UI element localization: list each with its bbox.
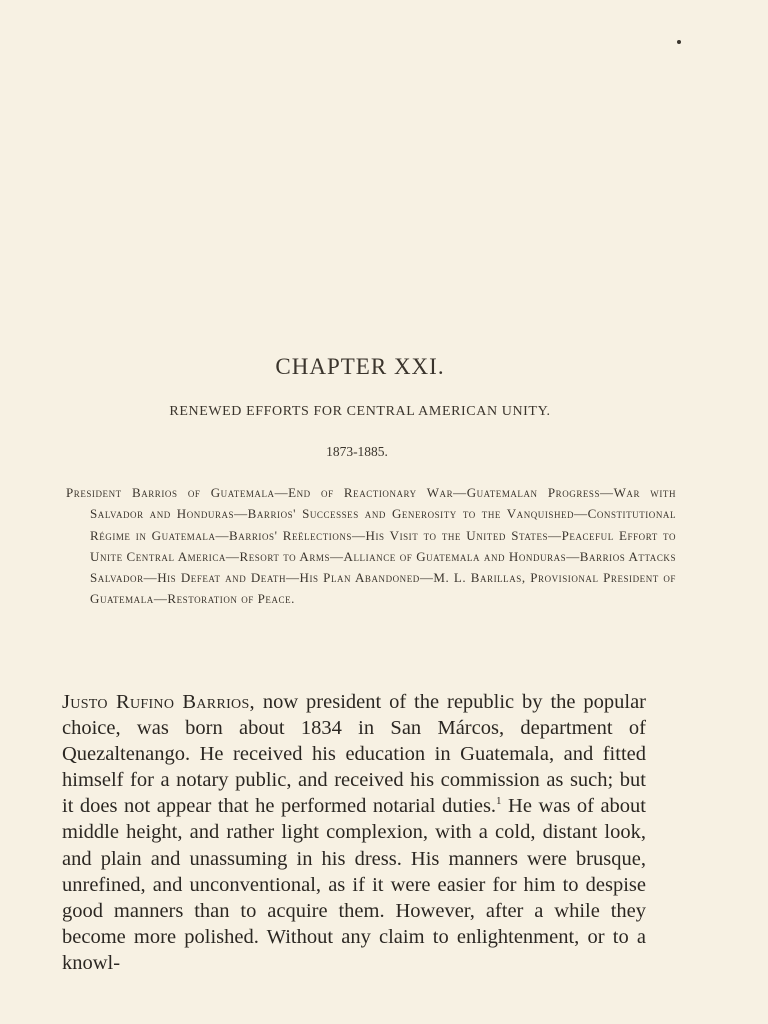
body-paragraph (62, 689, 646, 976)
chapter-title: CHAPTER XXI. (275, 354, 445, 379)
ink-speck (677, 40, 681, 44)
chapter-subtitle: RENEWED EFFORTS FOR CENTRAL AMERICAN UNITY. (169, 404, 551, 419)
opening-name: Justo Rufino Barrios, (62, 691, 255, 713)
body-text-part-1: now president of the republic by the popular choice, was born about 1834 in San Márcos, department of Quezaltenango. He received his education in Guatemala, and fitted himself for a notary public, and received his commission as such; but it does not appear that he performed notarial duties. (62, 691, 646, 818)
body-text-part-2: He was of about middle height, and rather light complexion, with a cold, distant look, and plain and unassuming in his dress. His manners were brusque, unrefined, and unconventional, as if it were easier for him to despise good manners than to acquire them. However, after a while they become more polished. Without any claim to enlightenment, or to a knowl- (62, 795, 646, 974)
chapter-years: 1873-1885. (326, 444, 388, 459)
chapter-summary: President Barrios of Guatemala—End of Reactionary War—Guatemalan Progress—War with Salvador and Honduras—Barrios' Successes and Generosity to the Vanquished—Constitutional Régime in Guatemala—Barrios' Reëlections—His Visit to the United States—Peaceful Effort to Unite Central America—Resort to Arms—Alliance of Guatemala and Honduras—Barrios Attacks Salvador—His Defeat and Death—His Plan Abandoned—M. L. Barillas, Provisional President of Guatemala—Restoration of Peace. (66, 485, 676, 607)
footnote-mark[interactable]: 1 (496, 795, 502, 808)
